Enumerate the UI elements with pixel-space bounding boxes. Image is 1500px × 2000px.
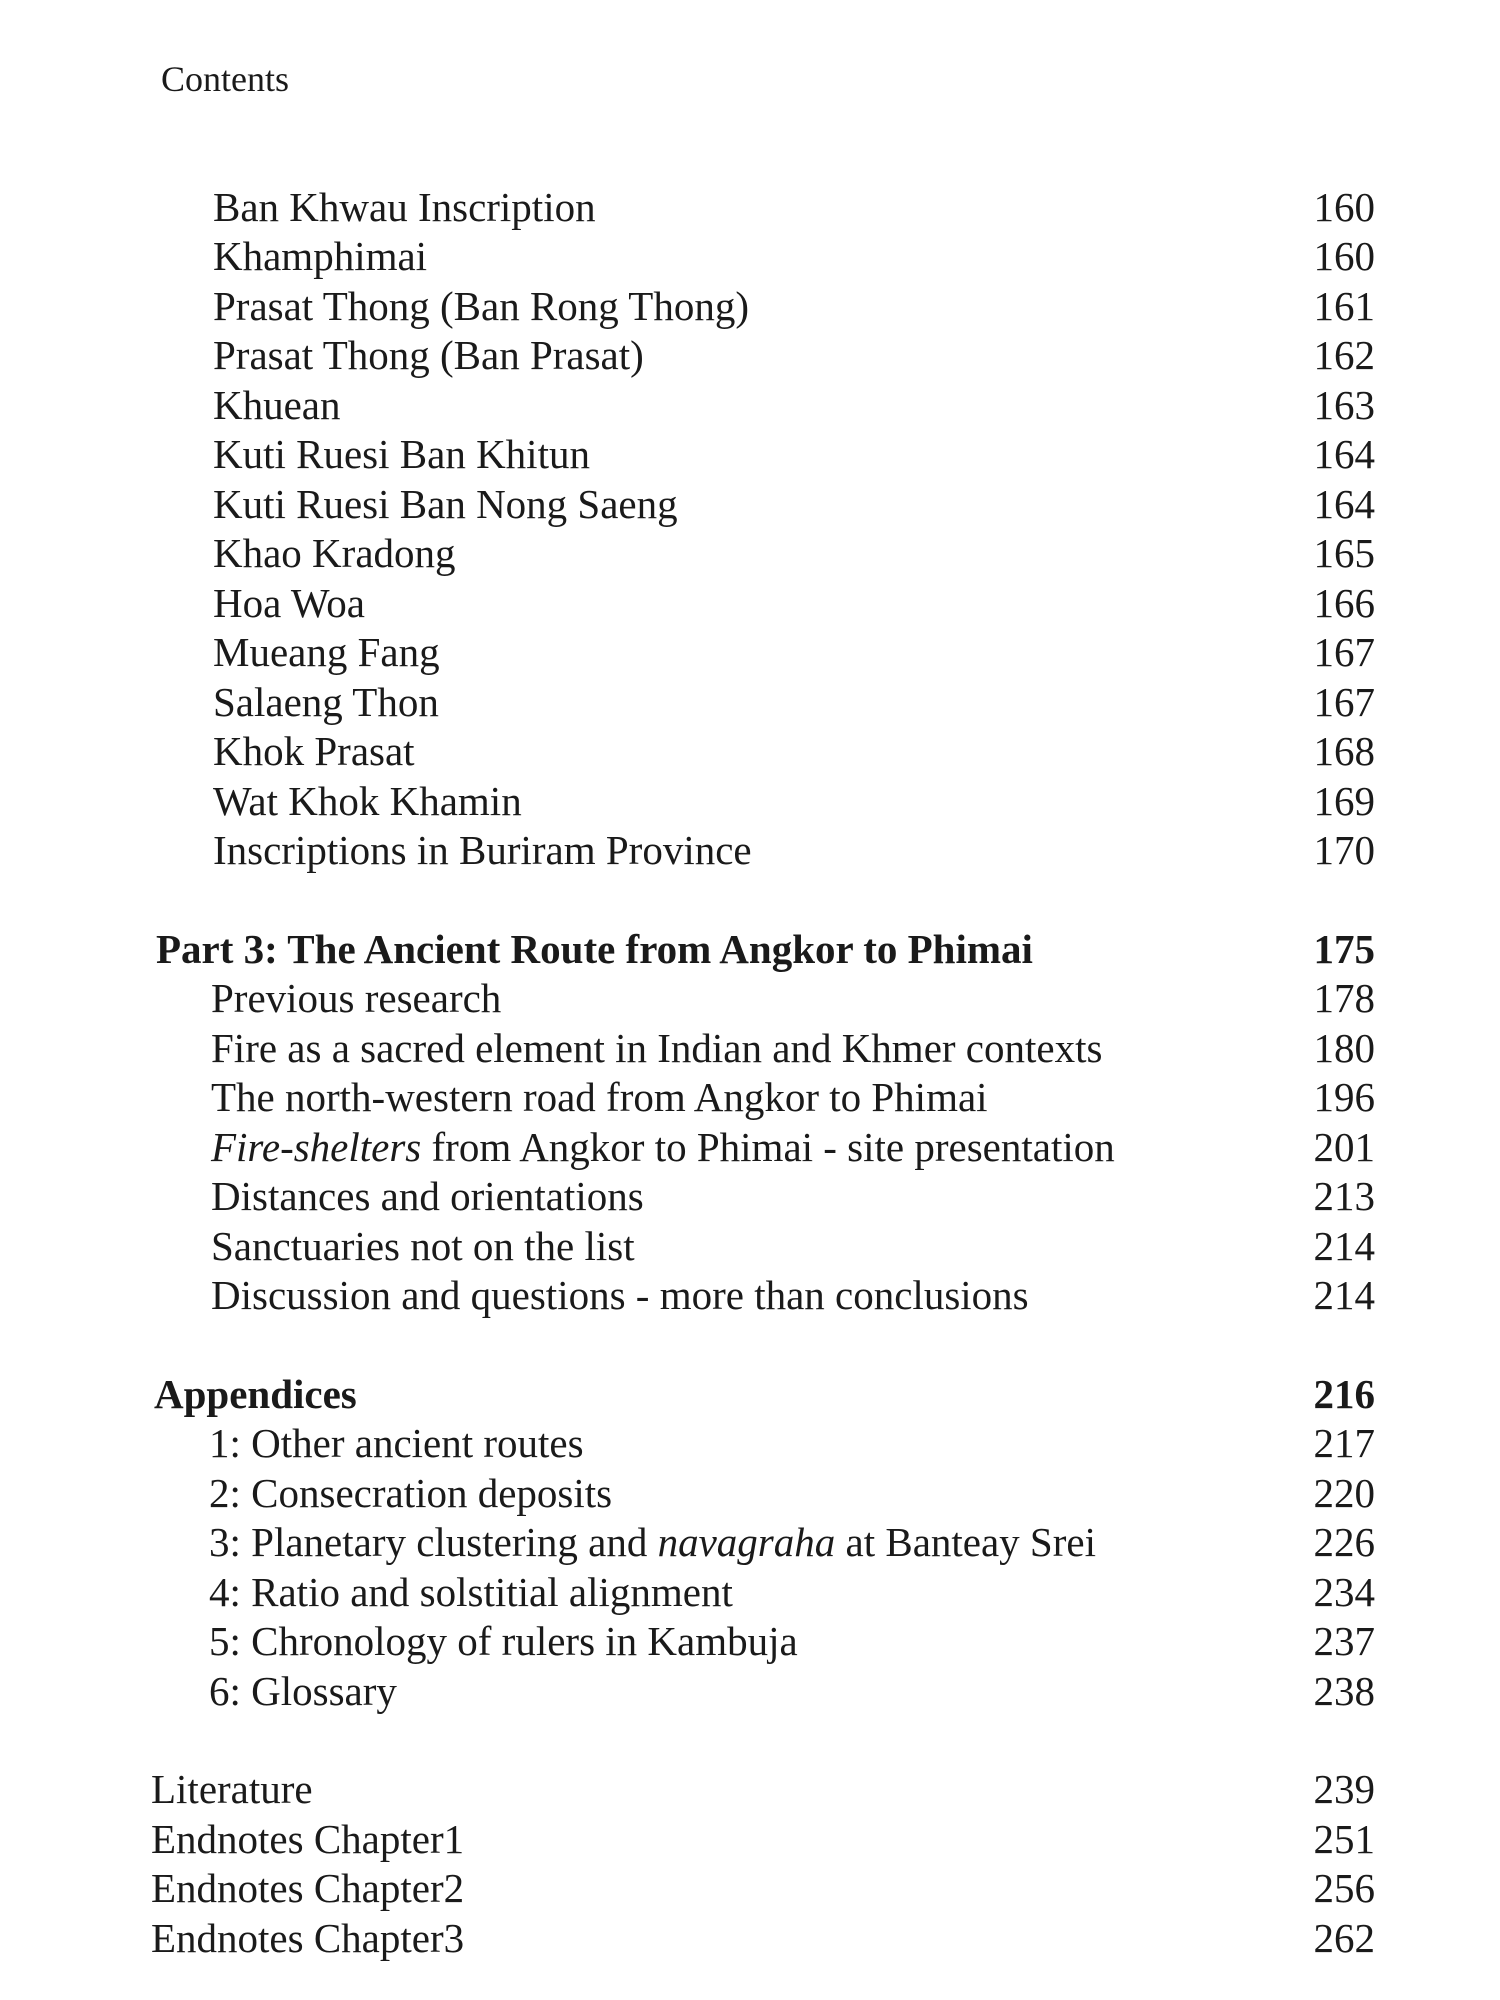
running-head: Contents	[161, 59, 290, 99]
toc-section-title: Appendices	[154, 1371, 357, 1417]
toc-entry-page: 170	[1313, 827, 1375, 873]
toc-entry	[213, 182, 1375, 232]
toc-entry	[151, 1814, 1375, 1864]
toc-entry-page: 167	[1313, 679, 1375, 725]
toc-entry-title: Endnotes Chapter1	[151, 1816, 465, 1862]
toc-entry-page: 238	[1313, 1668, 1375, 1714]
toc-entry	[209, 1616, 1375, 1666]
toc-entry	[213, 330, 1375, 380]
toc-entry-page: 234	[1313, 1569, 1375, 1615]
toc-entry	[213, 231, 1375, 281]
toc-entry-title: Kuti Ruesi Ban Nong Saeng	[213, 481, 678, 527]
toc-entry	[151, 1764, 1375, 1814]
toc-entry	[213, 825, 1375, 875]
toc-entry	[211, 1270, 1375, 1320]
toc-entry	[209, 1666, 1375, 1716]
toc-entry-page: 164	[1313, 481, 1375, 527]
toc-entry-page: 160	[1313, 184, 1375, 230]
toc-entry	[209, 1418, 1375, 1468]
toc-entry-title-italic: Fire-shelters	[211, 1124, 422, 1170]
toc-entry	[213, 677, 1375, 727]
toc-entry	[209, 1567, 1375, 1617]
toc-entry-title: Prasat Thong (Ban Rong Thong)	[213, 283, 750, 329]
toc-entry	[151, 1913, 1375, 1963]
toc-entry-title: 1: Other ancient routes	[209, 1420, 584, 1466]
toc-entry-page: 226	[1313, 1519, 1375, 1565]
toc-entry	[213, 281, 1375, 331]
toc-entry	[209, 1468, 1375, 1518]
toc-entry-page: 214	[1313, 1272, 1375, 1318]
toc-entry-page: 165	[1313, 530, 1375, 576]
toc-entry-title: Khamphimai	[213, 233, 428, 279]
toc-section-page: 216	[1313, 1371, 1375, 1417]
toc-entry-page: 162	[1313, 332, 1375, 378]
toc-entry	[213, 578, 1375, 628]
toc-entry-title: Endnotes Chapter2	[151, 1865, 465, 1911]
toc-entry-title: 5: Chronology of rulers in Kambuja	[209, 1618, 798, 1664]
toc-entry-title: Khao Kradong	[213, 530, 456, 576]
toc-entry-title: Distances and orientations	[211, 1173, 644, 1219]
toc-entry	[209, 1517, 1375, 1567]
toc-entry-title: Salaeng Thon	[213, 679, 439, 725]
toc-entry-title: 4: Ratio and solstitial alignment	[209, 1569, 733, 1615]
toc-entry-title: Prasat Thong (Ban Prasat)	[213, 332, 644, 378]
toc-entry-page: 168	[1313, 728, 1375, 774]
toc-entry-title-pre: 3: Planetary clustering and	[209, 1519, 658, 1565]
toc-section-title: Part 3: The Ancient Route from Angkor to Phimai	[156, 926, 1033, 972]
toc-entry-page: 167	[1313, 629, 1375, 675]
toc-entry-page: 251	[1313, 1816, 1375, 1862]
toc-entry	[211, 973, 1375, 1023]
toc-entry-page: 217	[1313, 1420, 1375, 1466]
toc-entry	[211, 1072, 1375, 1122]
toc-entry-title: Endnotes Chapter3	[151, 1915, 465, 1961]
toc-entry-title: 6: Glossary	[209, 1668, 397, 1714]
toc-entry-title: Hoa Woa	[213, 580, 365, 626]
toc-entry-page: 163	[1313, 382, 1375, 428]
toc-entry-title: Mueang Fang	[213, 629, 440, 675]
toc-entry-page: 256	[1313, 1865, 1375, 1911]
toc-entry	[213, 479, 1375, 529]
toc-entry-title: Ban Khwau Inscription	[213, 184, 596, 230]
toc-entry-page: 178	[1313, 975, 1375, 1021]
toc-entry-title: 2: Consecration deposits	[209, 1470, 613, 1516]
toc-entry-page: 196	[1313, 1074, 1375, 1120]
toc-entry-title: Wat Khok Khamin	[213, 778, 522, 824]
toc-entry-title: Kuti Ruesi Ban Khitun	[213, 431, 590, 477]
toc-entry-title: Fire as a sacred element in Indian and Khmer contexts	[211, 1025, 1103, 1071]
toc-entry-page: 239	[1313, 1766, 1375, 1812]
toc-entry-page: 213	[1313, 1173, 1375, 1219]
toc-entry	[213, 726, 1375, 776]
toc-entry-page: 164	[1313, 431, 1375, 477]
toc-entry-title	[211, 1122, 1115, 1172]
toc-entry	[211, 1122, 1375, 1172]
toc-entry-title	[209, 1517, 1096, 1567]
toc-entry	[213, 528, 1375, 578]
toc-entry-title-post: at Banteay Srei	[835, 1519, 1096, 1565]
toc-entry-page: 220	[1313, 1470, 1375, 1516]
toc-entry-page: 180	[1313, 1025, 1375, 1071]
toc-entry-title-rest: from Angkor to Phimai - site presentation	[421, 1124, 1115, 1170]
toc-section-heading	[156, 924, 1375, 974]
toc-entry	[211, 1221, 1375, 1271]
toc-entry-title: Khuean	[213, 382, 341, 428]
toc-entry	[213, 380, 1375, 430]
toc-entry-page: 214	[1313, 1223, 1375, 1269]
toc-entry	[151, 1863, 1375, 1913]
toc-section-page: 175	[1313, 926, 1375, 972]
toc-entry	[213, 429, 1375, 479]
toc-section-heading	[154, 1369, 1375, 1419]
toc-entry-title: Literature	[151, 1766, 313, 1812]
toc-entry-title: The north-western road from Angkor to Phimai	[211, 1074, 988, 1120]
toc-entry-page: 166	[1313, 580, 1375, 626]
toc-entry-page: 237	[1313, 1618, 1375, 1664]
toc-entry-page: 160	[1313, 233, 1375, 279]
toc-entry-page: 161	[1313, 283, 1375, 329]
toc-entry	[211, 1023, 1375, 1073]
toc-entry	[213, 776, 1375, 826]
toc-entry-title: Sanctuaries not on the list	[211, 1223, 635, 1269]
toc-entry-title: Discussion and questions - more than conclusions	[211, 1272, 1029, 1318]
toc-entry-page: 201	[1313, 1124, 1375, 1170]
toc-entry	[211, 1171, 1375, 1221]
toc-entry	[213, 627, 1375, 677]
toc-entry-page: 169	[1313, 778, 1375, 824]
toc-entry-title: Khok Prasat	[213, 728, 415, 774]
toc-entry-title: Inscriptions in Buriram Province	[213, 827, 752, 873]
toc-entry-title-italic: navagraha	[657, 1519, 836, 1565]
toc-entry-title: Previous research	[211, 975, 502, 1021]
toc-entry-page: 262	[1313, 1915, 1375, 1961]
